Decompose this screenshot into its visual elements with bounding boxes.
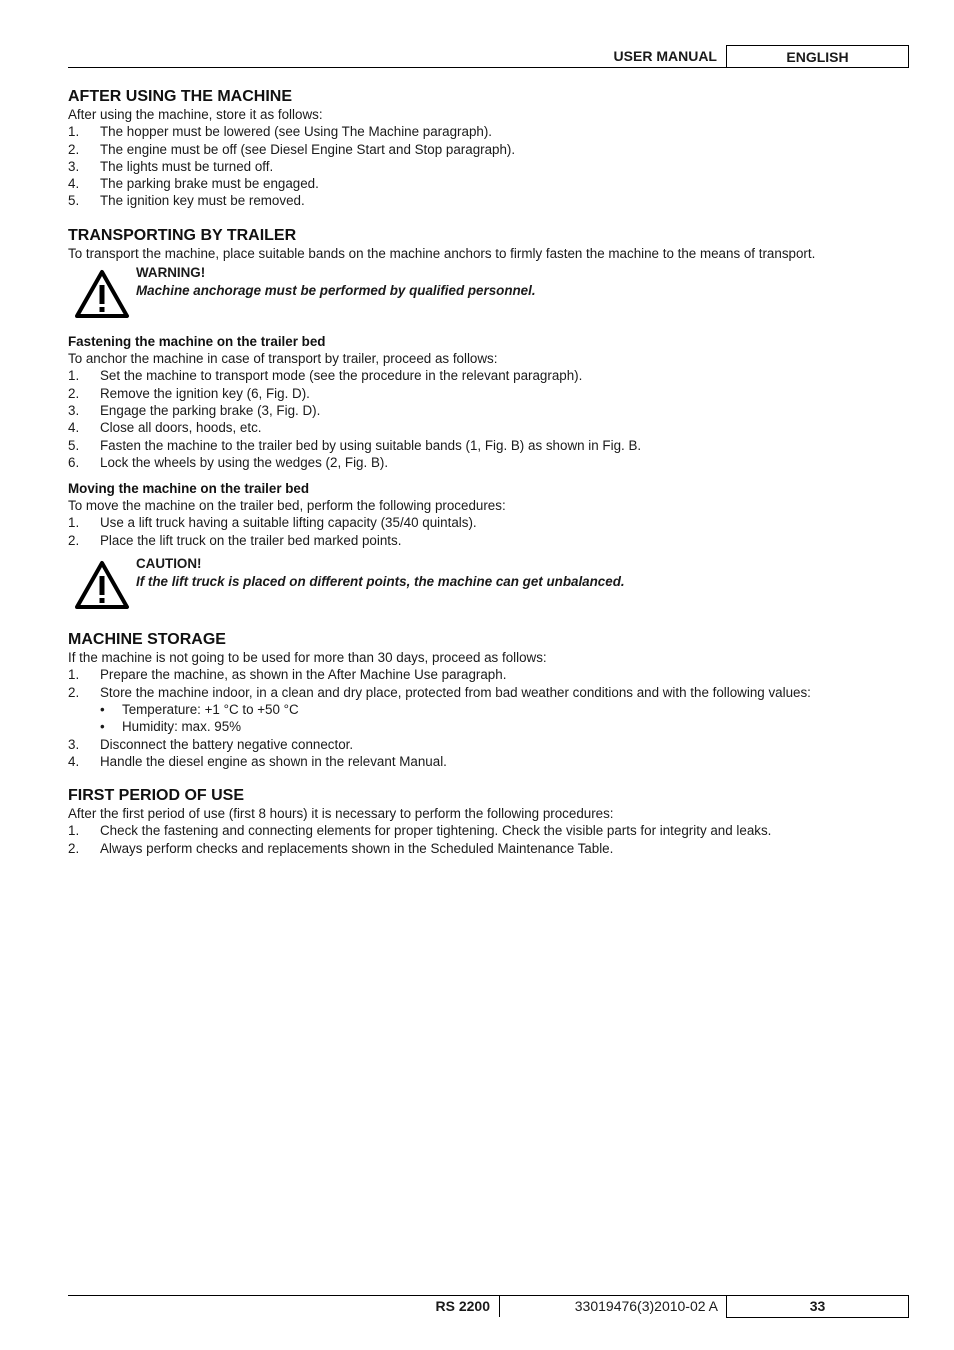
list-item: 3. The lights must be turned off.: [68, 158, 274, 174]
list-item: 1. Use a lift truck having a suitable lifting capacity (35/40 quintals).: [68, 515, 477, 531]
footer-page-number: 33: [726, 1296, 909, 1318]
caution-text: If the lift truck is placed on different points, the machine can get unbalanced.: [136, 574, 625, 590]
storage-list-cont: [68, 736, 909, 771]
list-item: 2. Store the machine indoor, in a clean and dry place, protected from bad weather conditions and with the following values:: [68, 684, 811, 700]
subsection-intro: To move the machine on the trailer bed, perform the following procedures:: [68, 498, 506, 514]
bullet-item: • Humidity: max. 95%: [100, 719, 242, 735]
section-title-transport: TRANSPORTING BY TRAILER: [68, 226, 297, 244]
header-manual-label: USER MANUAL: [613, 48, 717, 64]
warning-notice: [68, 264, 909, 322]
subsection-title-moving: Moving the machine on the trailer bed: [68, 481, 310, 497]
header-rule: [68, 67, 909, 68]
section-title-storage: MACHINE STORAGE: [68, 631, 226, 649]
section-intro: After using the machine, store it as follows:: [68, 107, 323, 122]
list-item: 2. Always perform checks and replacements shown in the Scheduled Maintenance Table.: [68, 840, 614, 856]
list-item: 5. The ignition key must be removed.: [68, 193, 305, 209]
list-item: 1. Set the machine to transport mode (see the procedure in the relevant paragraph).: [68, 368, 583, 384]
warning-icon: [74, 560, 130, 610]
caution-title: CAUTION!: [136, 556, 202, 572]
list-item: 1. The hopper must be lowered (see Using The Machine paragraph).: [68, 124, 493, 140]
footer-model: RS 2200: [435, 1298, 490, 1314]
list-item: 3. Disconnect the battery negative connector.: [68, 736, 354, 752]
subsection-intro: To anchor the machine in case of transport by trailer, proceed as follows:: [68, 351, 498, 367]
header-language-label: ENGLISH: [726, 45, 909, 67]
subsection-title-fastening: Fastening the machine on the trailer bed: [68, 334, 326, 350]
storage-list: [68, 666, 909, 701]
fastening-list: [68, 367, 909, 471]
list-item: 4. The parking brake must be engaged.: [68, 176, 319, 192]
list-item: 2. Place the lift truck on the trailer bed marked points.: [68, 532, 402, 548]
section-intro: If the machine is not going to be used for more than 30 days, proceed as follows:: [68, 650, 547, 666]
section-intro: After the first period of use (first 8 hours) it is necessary to perform the following procedures:: [68, 806, 614, 822]
moving-list: [68, 514, 909, 549]
section-intro: To transport the machine, place suitable bands on the machine anchors to firmly fasten the machine to the means of transport.: [68, 245, 816, 261]
footer-document-code: 33019476(3)2010-02 A: [574, 1298, 718, 1314]
section-title-after-use: AFTER USING THE MACHINE: [68, 88, 292, 105]
after-use-list: [68, 123, 909, 209]
list-item: 4. Handle the diesel engine as shown in the relevant Manual.: [68, 753, 447, 769]
list-item: 1. Prepare the machine, as shown in the After Machine Use paragraph.: [68, 667, 507, 683]
storage-values-list: [68, 701, 909, 736]
list-item: 5. Fasten the machine to the trailer bed by using suitable bands (1, Fig. B) as shown in Fig. B.: [68, 437, 642, 453]
caution-notice: [68, 555, 909, 613]
warning-icon: [74, 269, 130, 319]
list-item: 1. Check the fastening and connecting elements for proper tightening. Check the visible parts for integrity and leaks.: [68, 823, 772, 839]
warning-title: WARNING!: [136, 265, 206, 281]
first-use-list: [68, 822, 909, 857]
list-item: 2. Remove the ignition key (6, Fig. D).: [68, 385, 310, 401]
section-title-first-use: FIRST PERIOD OF USE: [68, 787, 245, 805]
warning-text: Machine anchorage must be performed by qualified personnel.: [136, 283, 536, 299]
list-item: 3. Engage the parking brake (3, Fig. D).: [68, 402, 321, 418]
bullet-item: • Temperature: +1 °C to +50 °C: [100, 701, 299, 717]
list-item: 6. Lock the wheels by using the wedges (2, Fig. B).: [68, 454, 389, 470]
page-content: [68, 87, 909, 857]
list-item: 2. The engine must be off (see Diesel Engine Start and Stop paragraph).: [68, 141, 516, 157]
list-item: 4. Close all doors, hoods, etc.: [68, 420, 262, 436]
